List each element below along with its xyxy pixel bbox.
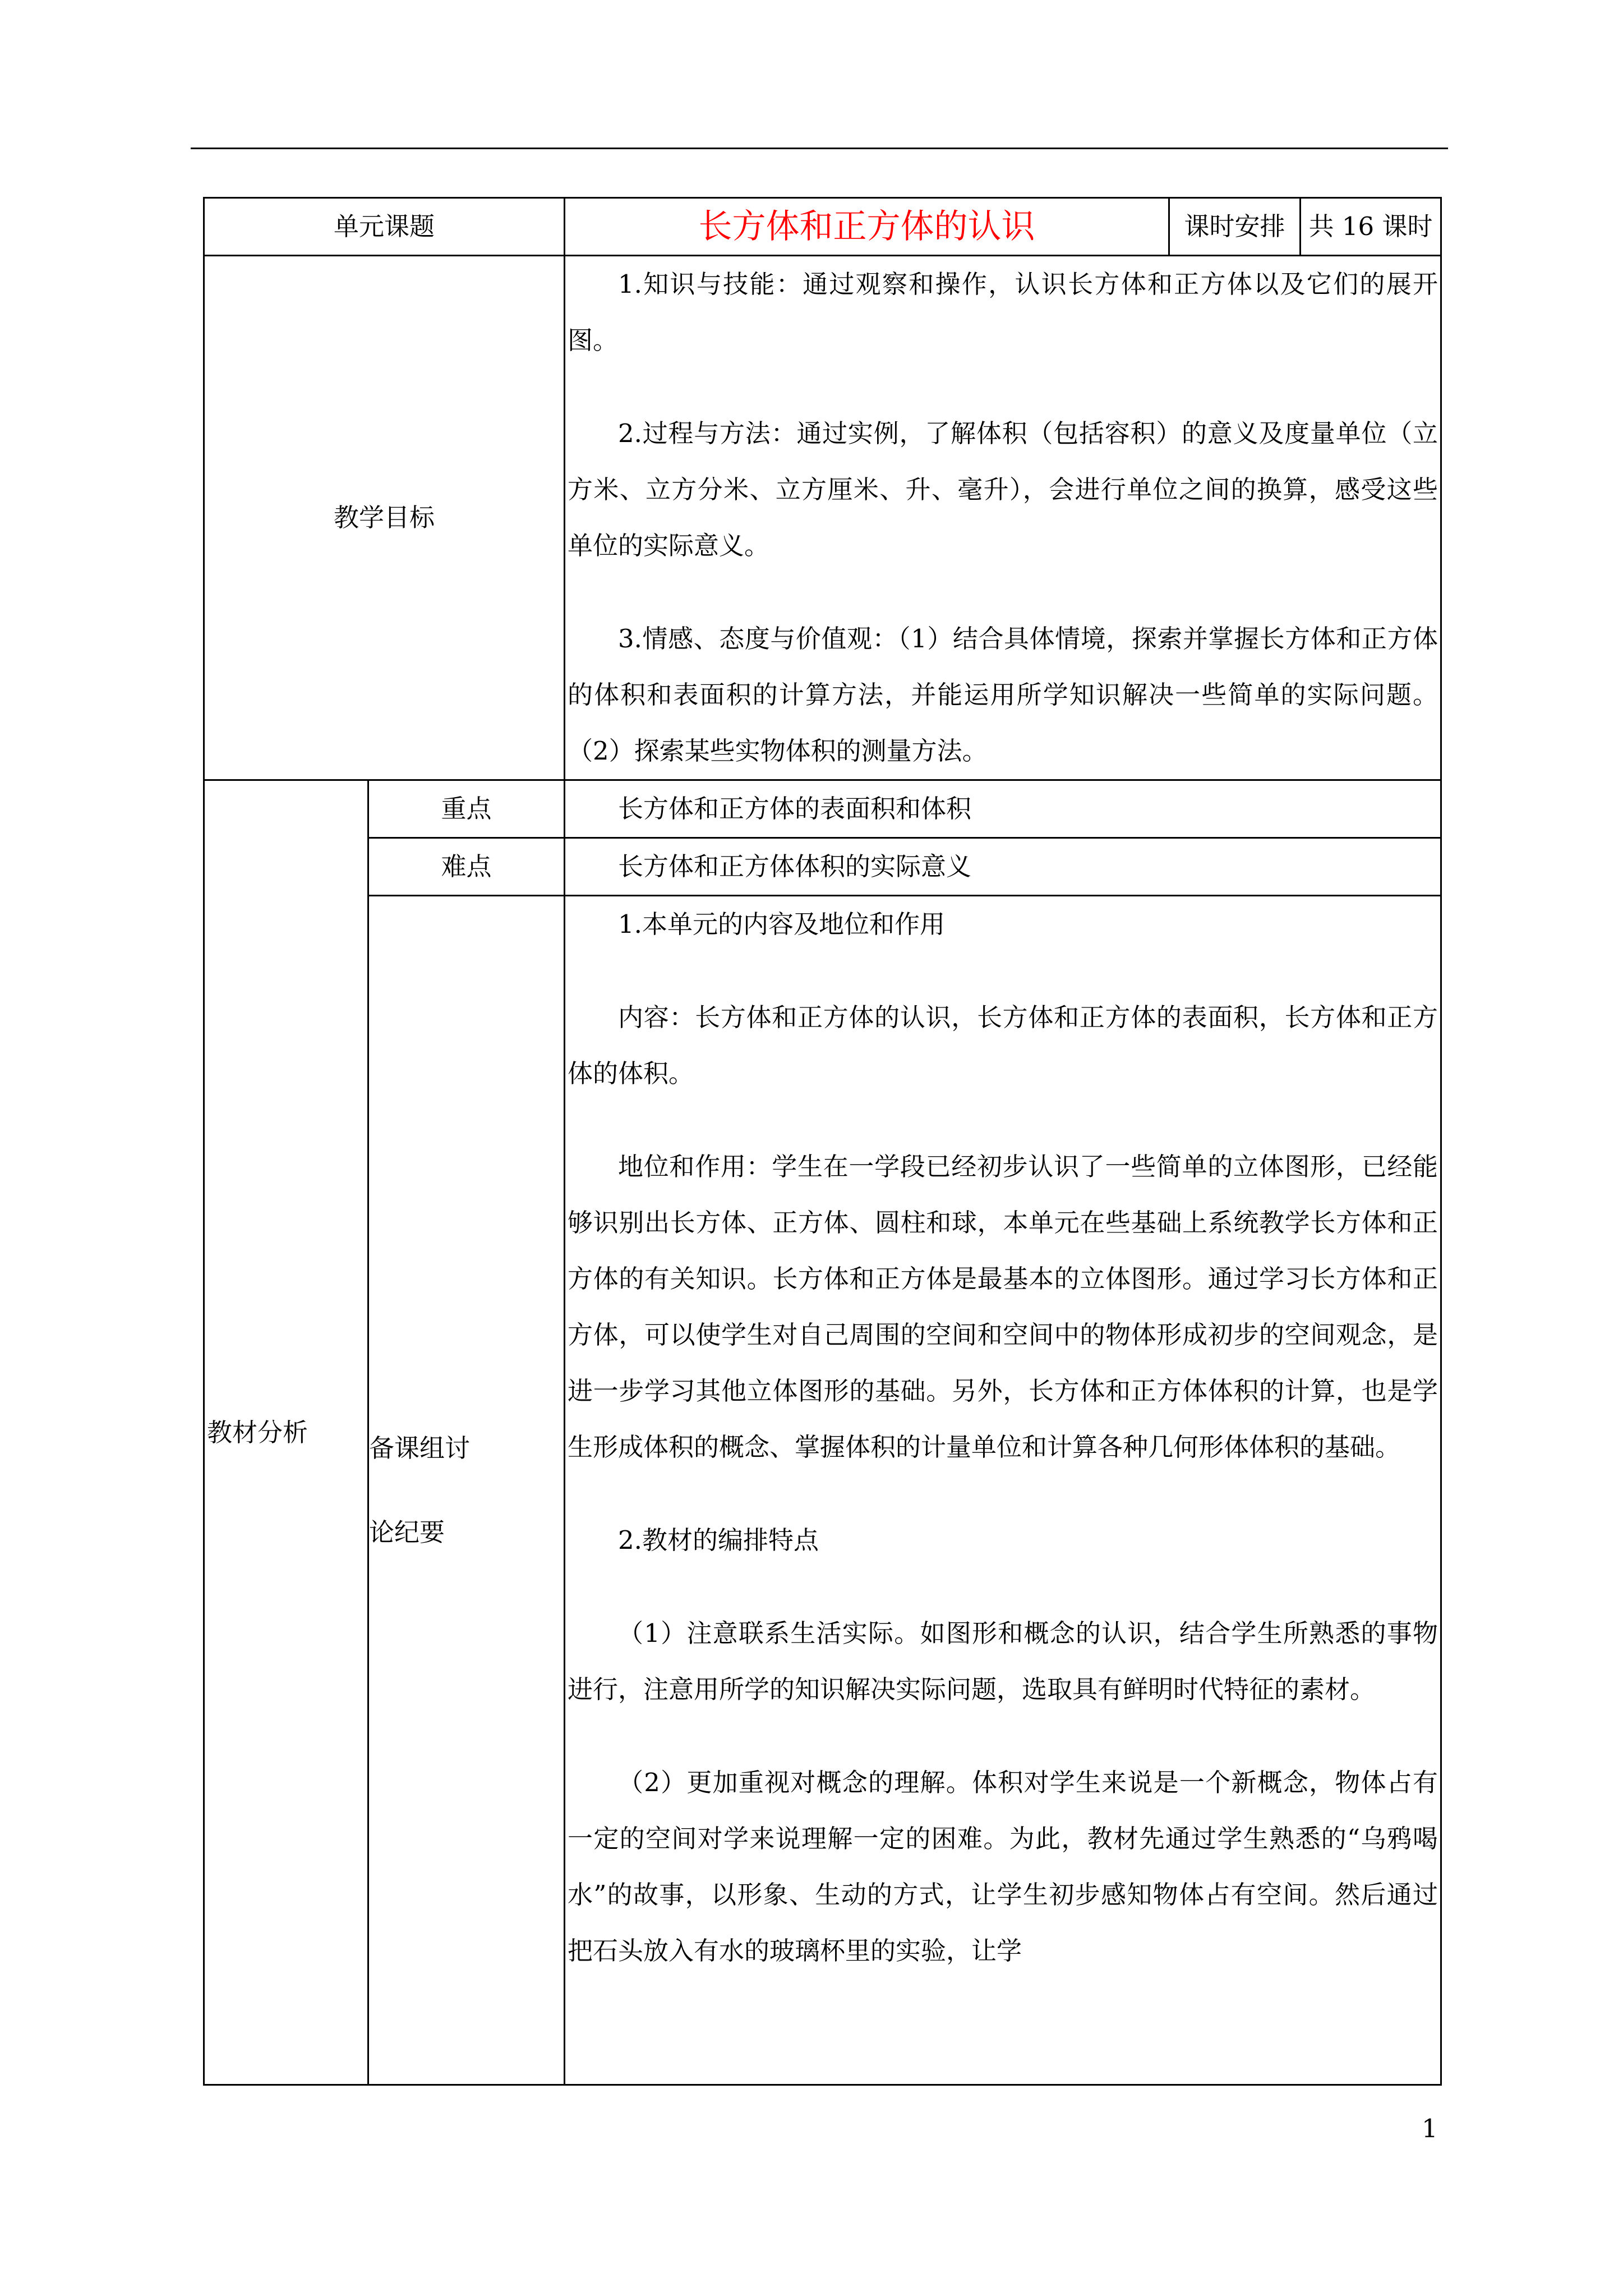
discussion-content — [565, 896, 1441, 2085]
unit-label: 单元课题 — [204, 198, 565, 256]
goal-item: 3.情感、态度与价值观：（1）结合具体情境，探索并掌握长方体和正方体的体积和表面积的计算方法，并能运用所学知识解决一些简单的实际问题。（2）探索某些实物体积的测量方法。 — [568, 624, 1438, 766]
goals-row — [204, 256, 1441, 780]
header-row — [204, 198, 1441, 256]
key-point-value — [565, 780, 1441, 838]
unit-title: 长方体和正方体的认识 — [565, 198, 1169, 256]
difficulty-label: 难点 — [368, 838, 565, 896]
discussion-label-line1: 备课组讨 — [369, 1433, 471, 1463]
discussion-paragraph: （2）更加重视对概念的理解。体积对学生来说是一个新概念，物体占有一定的空间对学来说理解一定的困难。为此，教材先通过学生熟悉的“乌鸦喝水”的故事，以形象、生动的方式，让学生初步感知物体占有空间。然后通过把石头放入有水的玻璃杯里的实验，让学 — [568, 1768, 1438, 1966]
difficulty-value — [565, 838, 1441, 896]
goal-item: 1.知识与技能：通过观察和操作，认识长方体和正方体以及它们的展开图。 — [568, 269, 1438, 355]
discussion-paragraph: 地位和作用：学生在一学段已经初步认识了一些简单的立体图形，已经能够识别出长方体、正方体、圆柱和球，本单元在些基础上系统教学长方体和正方体的有关知识。长方体和正方体是最基本的立体图形。通过学习长方体和正方体，可以使学生对自己周围的空间和空间中的物体形成初步的空间观念，是进一步学习其他立体图形的基础。另外，长方体和正方体体积的计算，也是学生形成体积的概念、掌握体积的计量单位和计算各种几何形体体积的基础。 — [568, 1152, 1438, 1462]
key-point-text: 长方体和正方体的表面积和体积 — [618, 794, 972, 823]
discussion-paragraph: 2.教材的编排特点 — [618, 1525, 819, 1555]
page-number: 1 — [1422, 2114, 1438, 2143]
difficulty-text: 长方体和正方体体积的实际意义 — [618, 852, 972, 881]
discussion-row — [204, 896, 1441, 2085]
analysis-label: 教材分析 — [204, 780, 368, 2085]
discussion-label — [368, 896, 565, 2085]
key-point-row — [204, 780, 1441, 838]
discussion-label-line2: 论纪要 — [369, 1517, 445, 1547]
lesson-plan-table — [203, 197, 1442, 2086]
goal-item: 2.过程与方法：通过实例，了解体积（包括容积）的意义及度量单位（立方米、立方分米、立方厘米、升、毫升），会进行单位之间的换算，感受这些单位的实际意义。 — [568, 418, 1438, 560]
goals-label: 教学目标 — [204, 256, 565, 780]
difficulty-row — [204, 838, 1441, 896]
discussion-paragraph: （1）注意联系生活实际。如图形和概念的认识，结合学生所熟悉的事物进行，注意用所学的知识解决实际问题，选取具有鲜明时代特征的素材。 — [568, 1618, 1438, 1704]
goals-content — [565, 256, 1441, 780]
schedule-label: 课时安排 — [1169, 198, 1301, 256]
key-point-label: 重点 — [368, 780, 565, 838]
schedule-value: 共 16 课时 — [1301, 198, 1441, 256]
header-rule — [191, 148, 1448, 149]
discussion-paragraph: 1.本单元的内容及地位和作用 — [618, 909, 945, 939]
discussion-paragraph: 内容：长方体和正方体的认识，长方体和正方体的表面积，长方体和正方体的体积。 — [568, 1002, 1438, 1088]
